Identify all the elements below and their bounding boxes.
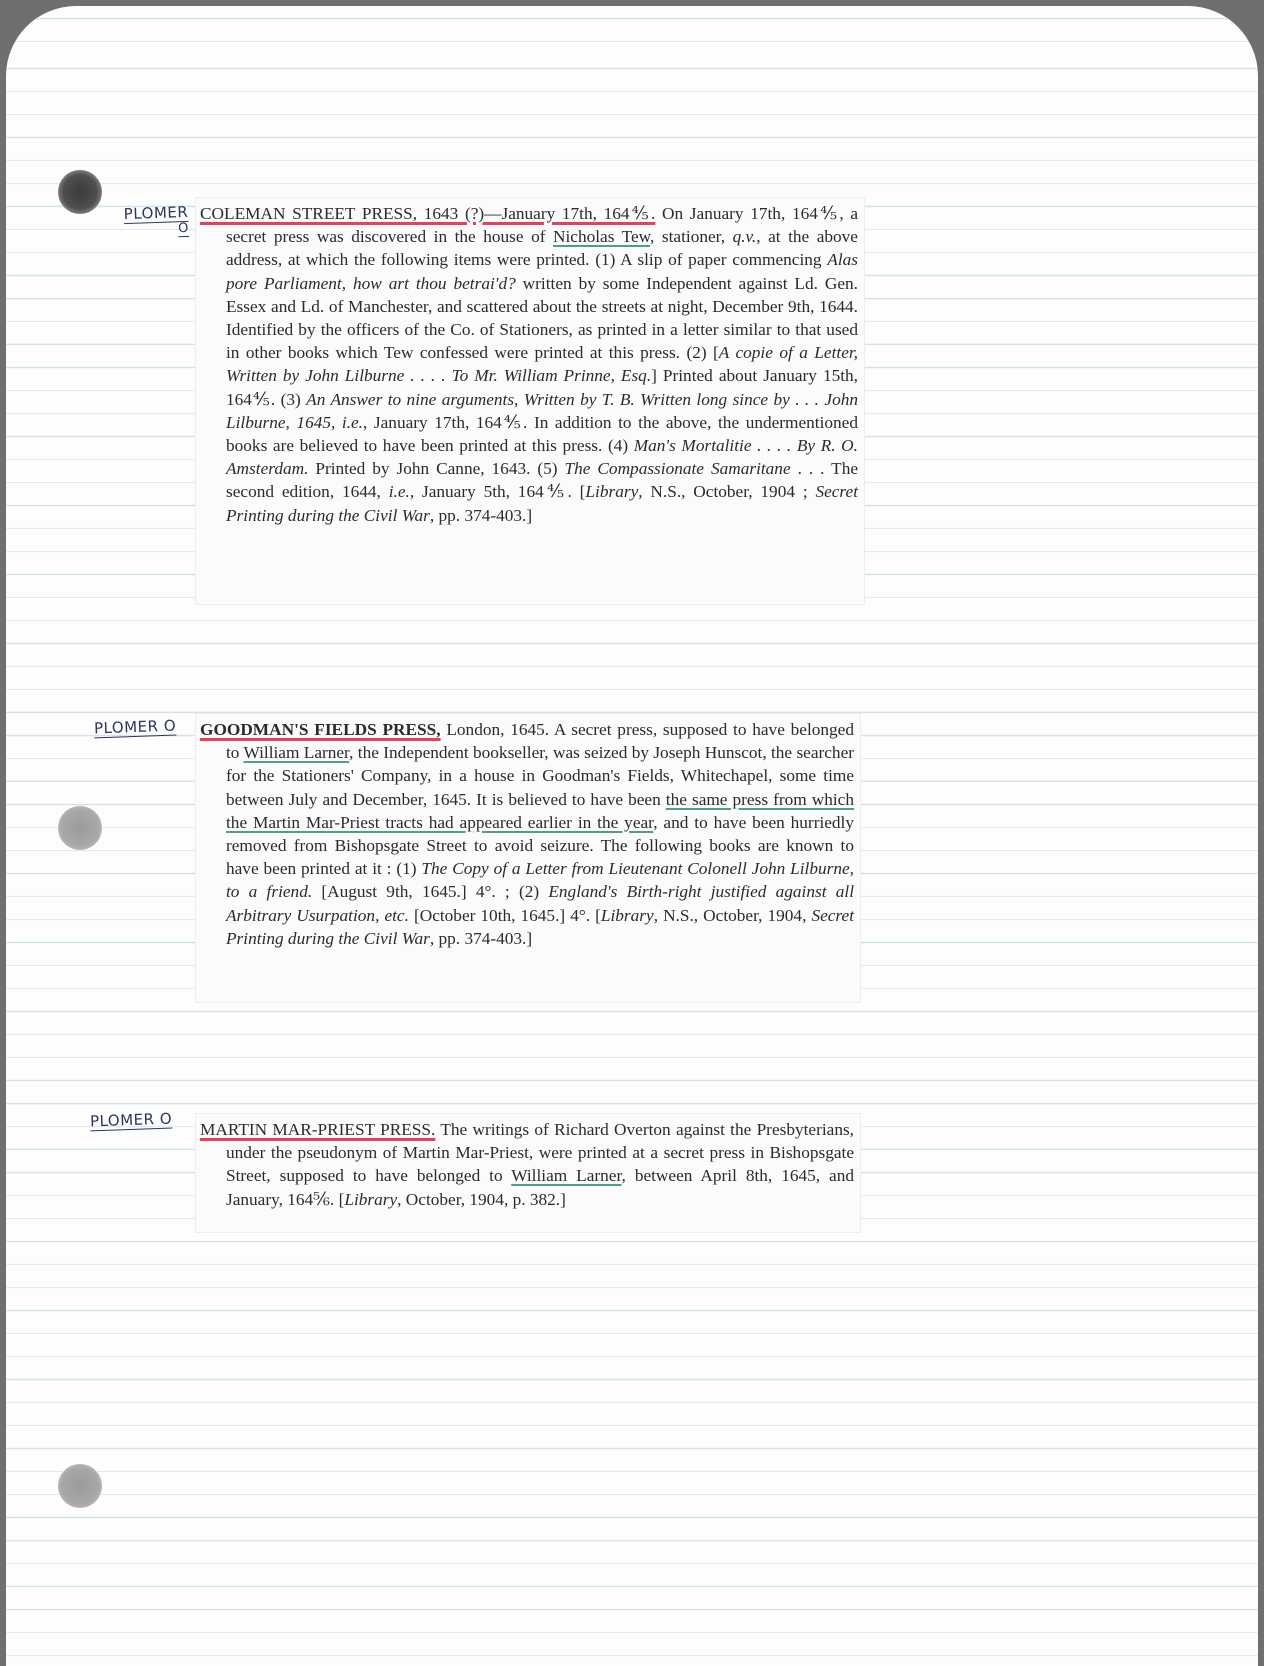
entry-text xyxy=(200,718,854,950)
binder-hole-top xyxy=(58,170,102,214)
entry-italic-segment: The Compassionate Samaritane xyxy=(564,459,791,479)
entry-italic-segment: A copie of a Letter, Written by John Lilburne . . . . To Mr. William Prinne, Esq. xyxy=(226,343,858,386)
entry-italic-segment: The Copy of a Letter from Lieutenant Colonell John Lilburne, to a friend. xyxy=(226,859,854,902)
entry-italic-segment: Library xyxy=(600,905,654,925)
entry-italic-segment: Secret Printing during the Civil War xyxy=(226,482,858,525)
entry-italic-segment: Library xyxy=(585,482,639,502)
entry-text-segment: written by some Independent against Ld. Gen. Essex and Ld. of Manchester, and scattered about the streets at night, December 9th, 1644. Identified by the officers of the Co. of Stationers, as printed in a letter similar to that used in other books which Tew confessed were printed at this press. (2) [ xyxy=(226,273,858,363)
notebook-page xyxy=(6,6,1258,1666)
margin-note-1-main: PLOMER xyxy=(123,202,189,224)
entry-text-segment: , the Independent bookseller, was seized by Joseph Hunscot, the searcher for the Stationers' Company, in a house in Goodman's Fields, Whitechapel, some time between July and December, 1645. It is believed to have been xyxy=(226,743,854,809)
entry-italic-segment: Alas pore Parliament, how art thou betrai'd? xyxy=(226,250,858,293)
binder-hole-bottom xyxy=(58,1464,102,1508)
entry-text-segment: . . . The second edition, 1644, xyxy=(226,459,858,502)
entry-italic-segment: q.v. xyxy=(732,227,757,247)
entry-text-segment: [October 10th, 1645.] 4°. [ xyxy=(408,905,601,925)
clipping-goodmans-fields-press xyxy=(196,714,860,1002)
entry-text-segment: , October, 1904, p. 382.] xyxy=(397,1189,566,1209)
margin-note-1-sub: O xyxy=(177,220,190,237)
entry-text-segment: , January 17th, 164⅘. In addition to the above, the undermentioned books are believed to have been printed at this press. (4) xyxy=(226,412,858,456)
entry-text-segment: [August 9th, 1645.] 4°. ; (2) xyxy=(312,882,549,902)
highlighted-name: William Larner xyxy=(511,1166,622,1186)
entry-text-segment: , between April 8th, 1645, and January, 164⅚. [ xyxy=(226,1166,854,1209)
entry-text-segment: The writings of Richard Overton against the Presbyterians, under the pseudonym of Martin Mar-Priest, were printed at a secret press in Bishopsgate Street, supposed to have belonged to xyxy=(226,1120,854,1186)
entry-italic-segment: An Answer to nine arguments, Written by T. B. Written long since by . . . John Lilburne, 1645, i.e. xyxy=(226,389,858,432)
binder-hole-middle xyxy=(58,806,102,850)
entry-heading: MARTIN MAR-PRIEST PRESS. xyxy=(200,1120,436,1139)
clipping-coleman-street-press xyxy=(196,198,864,604)
entry-text-segment: , at the above address, at which the following items were printed. (1) A slip of paper commencing xyxy=(226,227,858,270)
entry-text xyxy=(200,202,859,527)
entry-italic-segment: Library xyxy=(344,1189,398,1209)
entry-heading: COLEMAN STREET PRESS, 1643 (?)—January 17th, 164⅘. xyxy=(200,204,656,223)
entry-italic-segment: Man's Mortalitie . . . . By R. O. Amsterdam. xyxy=(226,436,858,479)
entry-italic-segment: Secret Printing during the Civil War xyxy=(226,905,854,948)
clipping-martin-mar-priest-press xyxy=(196,1114,860,1232)
entry-text-segment: On January 17th, 164⅘, a secret press was discovered in the house of xyxy=(226,204,859,247)
entry-text-segment: , N.S., October, 1904, xyxy=(653,905,812,925)
margin-note-3: PLOMER O xyxy=(89,1109,173,1131)
margin-note-1 xyxy=(123,203,189,238)
highlighted-phrase: the same press from which the Martin Mar-Priest tracts had appeared earlier in the year xyxy=(226,789,854,832)
entry-italic-segment: England's Birth-right justified against all Arbitrary Usurpation, etc. xyxy=(226,882,854,925)
highlighted-name: William Larner xyxy=(243,743,350,763)
entry-text-segment: London, 1645. A secret press, supposed to have belonged to xyxy=(226,720,854,763)
entry-text-segment: , stationer, xyxy=(650,227,733,247)
entry-text-segment: , pp. 374-403.] xyxy=(429,505,533,525)
entry-heading: GOODMAN'S FIELDS PRESS, xyxy=(200,720,441,739)
entry-text-segment: ] Printed about January 15th, 164⅘. (3) xyxy=(226,366,858,409)
margin-note-2: PLOMER O xyxy=(93,716,177,738)
entry-text-segment: , pp. 374-403.] xyxy=(429,928,533,948)
entry-text-segment: Printed by John Canne, 1643. (5) xyxy=(308,459,565,479)
entry-text xyxy=(200,1118,854,1211)
entry-text-segment: , and to have been hurriedly removed from Bishopsgate Street to avoid seizure. The following books are known to have been printed at it : (1) xyxy=(226,812,854,879)
highlighted-name: Nicholas Tew xyxy=(553,227,651,247)
entry-text-segment: , N.S., October, 1904 ; xyxy=(638,482,816,502)
entry-italic-segment: i.e. xyxy=(388,482,410,502)
entry-text-segment: , January 5th, 164⅘. [ xyxy=(409,482,586,502)
